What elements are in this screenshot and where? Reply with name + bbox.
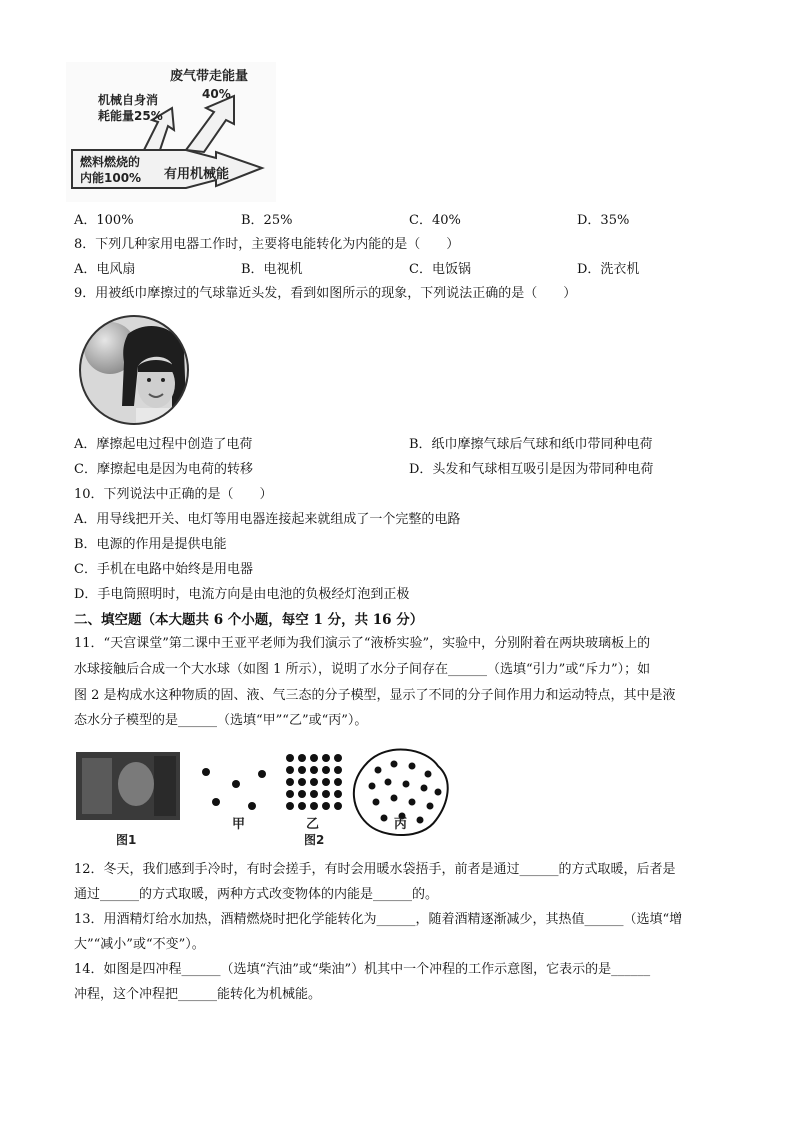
label-bing: 丙 [394,817,408,832]
solid-molecule [298,802,306,810]
q9-stem: 9．用被纸巾摩擦过的气球靠近头发，看到如图所示的现象，下列说法正确的是（ ） [74,286,577,301]
q13-line1: 13．用酒精灯给水加热，酒精燃烧时把化学能转化为______，随着酒精逐渐减少，其热值______（选填“增 [74,912,683,927]
solid-molecule [322,778,330,786]
solid-molecule [334,778,342,786]
solid-molecule [310,802,318,810]
solid-molecule [334,802,342,810]
q8-option-d: D．洗衣机 [577,262,640,277]
solid-molecule [286,790,294,798]
q10-option-b: B．电源的作用是提供电能 [74,537,227,552]
section2-title: 二、填空题（本大题共 6 个小题，每空 1 分，共 16 分） [74,612,424,628]
solid-molecule [310,778,318,786]
q9-option-d: D．头发和气球相互吸引是因为带同种电荷 [409,462,654,477]
fig2-label: 图2 [304,833,325,847]
exhaust-percent: 40% [202,87,231,101]
q10-option-d: D．手电筒照明时，电流方向是由电池的负极经灯泡到正极 [74,587,410,602]
q13-line2: 大”“减小”或“不变”）。 [74,937,205,952]
solid-molecule [322,766,330,774]
q8-option-b: B．电视机 [241,262,303,277]
solid-molecule [298,754,306,762]
solid-molecule [286,802,294,810]
solid-molecule [322,802,330,810]
liquid-model [369,761,442,824]
solid-molecule [286,754,294,762]
gas-model [202,768,266,810]
q8-option-a: A．电风扇 [74,262,136,277]
q7-option-d: D．35% [577,213,630,228]
q11-line3: 图 2 是构成水这种物质的固、液、气三态的分子模型，显示了不同的分子间作用力和运动特点，其中是液 [74,688,676,703]
q9-option-a: A．摩擦起电过程中创造了电荷 [74,437,253,452]
q8-stem: 8．下列几种家用电器工作时，主要将电能转化为内能的是（ ） [74,237,460,252]
q12-line1: 12．冬天，我们感到手冷时，有时会搓手，有时会用暖水袋捂手，前者是通过______的方式取暖，后者是 [74,862,676,877]
q12-line2: 通过______的方式取暖，两种方式改变物体的内能是______的。 [74,887,439,902]
q7-option-c: C．40% [409,213,461,228]
mech-self-label-2: 耗能量25% [98,109,163,123]
q11-line2: 水球接触后合成一个大水球（如图 1 所示），说明了水分子间存在______（选填“引力”或“斥力”）；如 [74,662,651,677]
solid-model [286,754,342,810]
solid-molecule [334,790,342,798]
q7-option-b: B．25% [241,213,293,228]
solid-molecule [286,766,294,774]
q14-line2: 冲程，这个冲程把______能转化为机械能。 [74,987,322,1002]
solid-molecule [286,778,294,786]
q14-line1: 14．如图是四冲程______（选填“汽油”或“柴油”）机其中一个冲程的工作示意图，它表示的是______ [74,962,651,977]
solid-molecule [334,766,342,774]
q11-line4: 态水分子模型的是______（选填“甲”“乙”或“丙”）。 [74,713,368,728]
energy-flow-diagram [66,62,276,202]
solid-molecule [298,778,306,786]
q11-line1: 11．“天宫课堂”第二课中王亚平老师为我们演示了“液桥实验”，实验中，分别附着在两块玻璃板上的 [74,636,651,651]
solid-molecule [322,754,330,762]
solid-molecule [298,790,306,798]
solid-molecule [298,766,306,774]
fuel-label-2: 内能100% [80,171,142,185]
q10-stem: 10．下列说法中正确的是（ ） [74,487,273,502]
q7-option-a: A．100% [74,213,134,228]
fig1-label: 图1 [116,833,137,847]
solid-molecule [310,754,318,762]
exhaust-label: 废气带走能量 [170,69,249,84]
label-jia: 甲 [232,817,246,832]
solid-molecule [310,766,318,774]
solid-molecule [310,790,318,798]
label-yi: 乙 [306,817,320,832]
mech-self-label-1: 机械自身消 [98,93,159,107]
solid-molecule [334,754,342,762]
q9-option-b: B．纸巾摩擦气球后气球和纸巾带同种电荷 [409,437,653,452]
balloon-hair-photo [76,314,192,426]
useful-energy-label: 有用机械能 [164,167,230,182]
q9-option-c: C．摩擦起电是因为电荷的转移 [74,462,253,477]
solid-molecule [322,790,330,798]
molecule-models-figure [76,740,466,852]
q8-option-c: C．电饭锅 [409,262,471,277]
q10-option-a: A．用导线把开关、电灯等用电器连接起来就组成了一个完整的电路 [74,512,461,527]
fuel-label-1: 燃料燃烧的 [80,155,141,169]
q10-option-c: C．手机在电路中始终是用电器 [74,562,253,577]
